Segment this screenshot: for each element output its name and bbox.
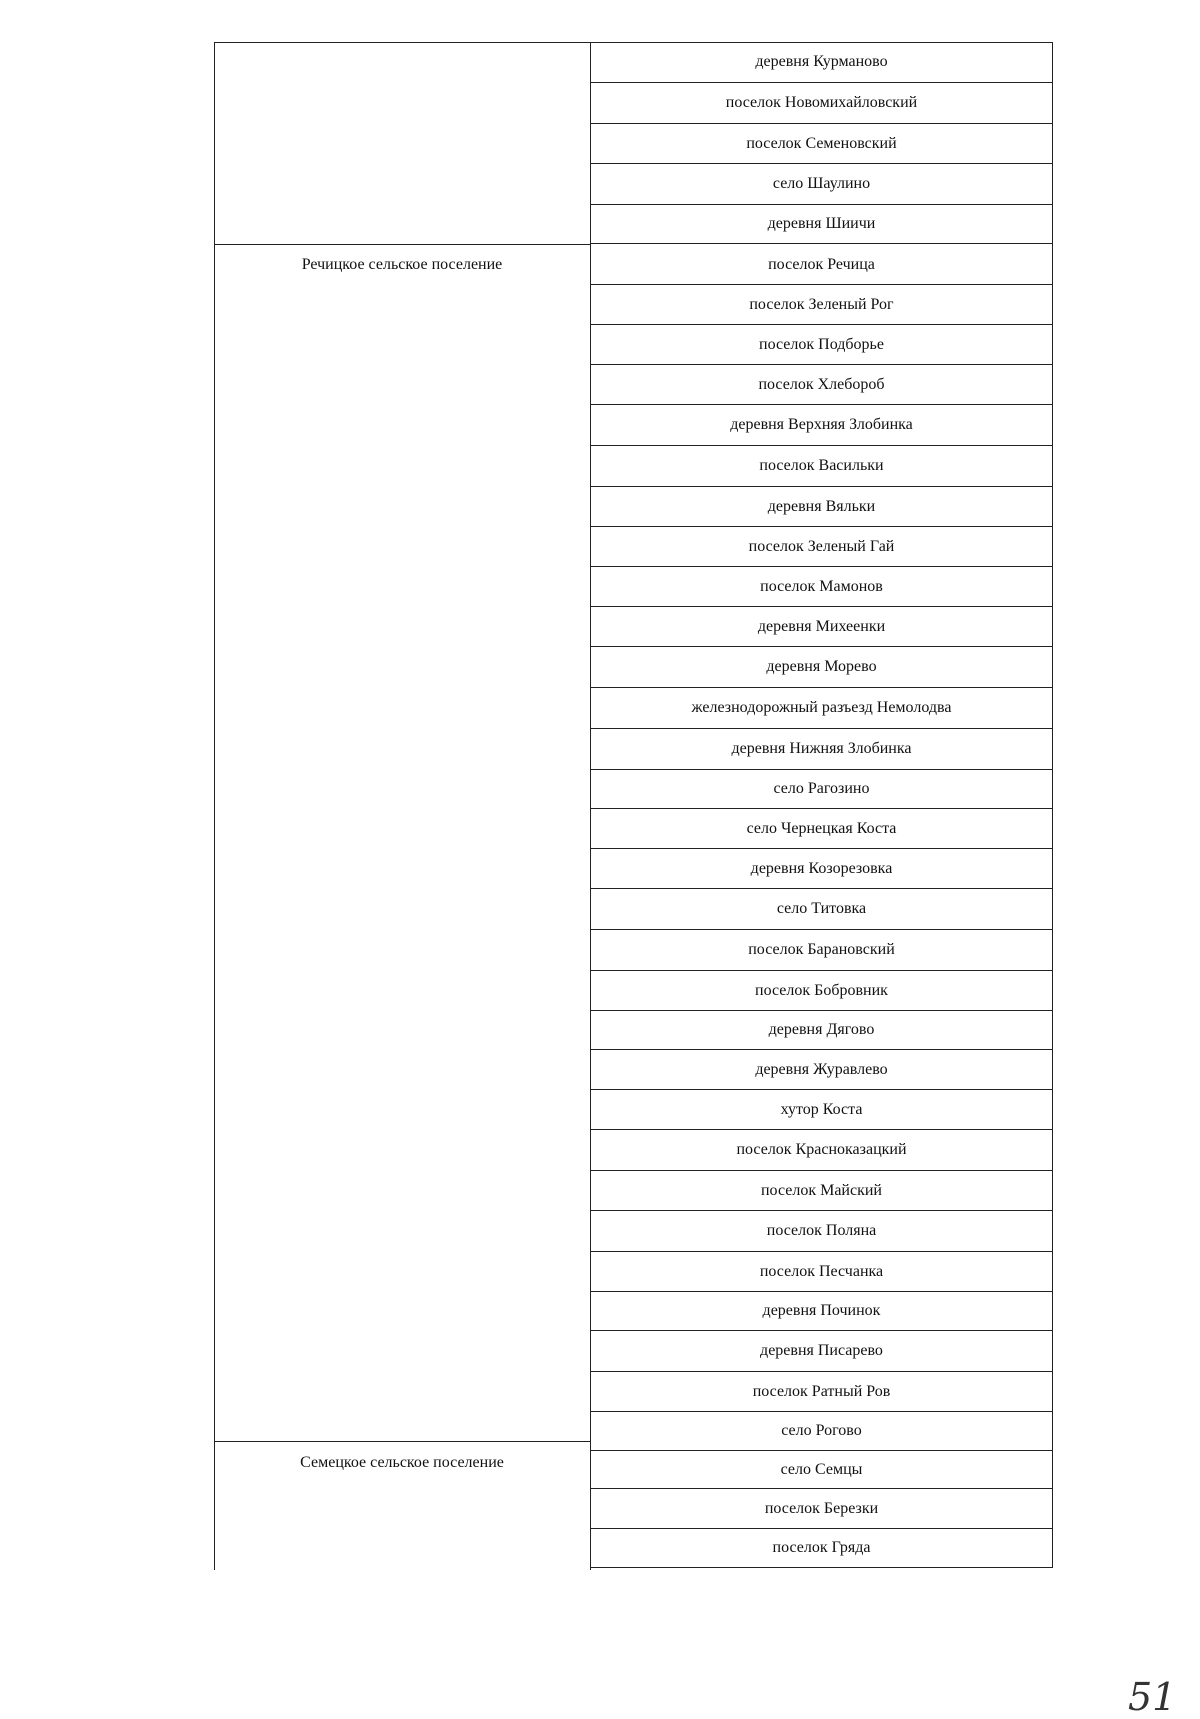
settlement-cell: поселок Гряда	[591, 1529, 1052, 1568]
settlement-cell: деревня Михеенки	[591, 607, 1052, 647]
municipality-name: Семецкое сельское поселение	[300, 1454, 504, 1471]
settlement-cell: поселок Барановский	[591, 930, 1052, 971]
settlement-cell: поселок Новомихайловский	[591, 83, 1052, 124]
municipality-separator	[214, 1441, 590, 1442]
settlement-cell: село Чернецкая Коста	[591, 809, 1052, 849]
settlement-cell: поселок Майский	[591, 1171, 1052, 1211]
settlement-cell: деревня Нижняя Злобинка	[591, 729, 1052, 770]
table-right-border	[1052, 42, 1053, 1568]
settlement-cell: деревня Журавлево	[591, 1050, 1052, 1090]
settlement-cell: деревня Курманово	[591, 42, 1052, 83]
settlement-cell: поселок Зеленый Гай	[591, 527, 1052, 567]
settlement-cell: поселок Зеленый Рог	[591, 285, 1052, 325]
page-number: 51	[1128, 1675, 1177, 1719]
settlement-cell: поселок Мамонов	[591, 567, 1052, 607]
settlement-cell: деревня Починок	[591, 1292, 1052, 1331]
settlement-cell: поселок Подборье	[591, 325, 1052, 365]
settlement-cell: село Шаулино	[591, 164, 1052, 205]
municipality-name: Речицкое сельское поселение	[301, 256, 503, 273]
settlement-cell: деревня Шиичи	[591, 205, 1052, 244]
settlement-cell: поселок Красноказацкий	[591, 1130, 1052, 1171]
settlement-cell: поселок Васильки	[591, 446, 1052, 487]
municipality-separator	[214, 244, 590, 245]
settlement-cell: деревня Верхняя Злобинка	[591, 405, 1052, 446]
settlement-cell: село Рагозино	[591, 770, 1052, 809]
settlement-cell: поселок Бобровник	[591, 971, 1052, 1011]
settlement-cell: поселок Ратный Ров	[591, 1372, 1052, 1412]
settlement-cell: деревня Козорезовка	[591, 849, 1052, 889]
settlement-cell: поселок Семеновский	[591, 124, 1052, 164]
settlement-cell: железнодорожный разъезд Немолодва	[591, 688, 1052, 729]
settlement-cell: поселок Хлебороб	[591, 365, 1052, 405]
settlement-cell: село Семцы	[591, 1451, 1052, 1489]
settlement-cell: деревня Дягово	[591, 1011, 1052, 1050]
settlement-cell: поселок Песчанка	[591, 1252, 1052, 1292]
settlement-cell: деревня Вяльки	[591, 487, 1052, 527]
settlement-cell: поселок Березки	[591, 1489, 1052, 1529]
settlement-cell: село Рогово	[591, 1412, 1052, 1451]
settlement-cell: поселок Речица	[591, 245, 1052, 285]
settlement-cell: село Титовка	[591, 889, 1052, 930]
settlement-cell: деревня Писарево	[591, 1331, 1052, 1372]
settlement-cell: поселок Поляна	[591, 1211, 1052, 1252]
settlement-cell: хутор Коста	[591, 1090, 1052, 1130]
settlement-cell: деревня Морево	[591, 647, 1052, 688]
